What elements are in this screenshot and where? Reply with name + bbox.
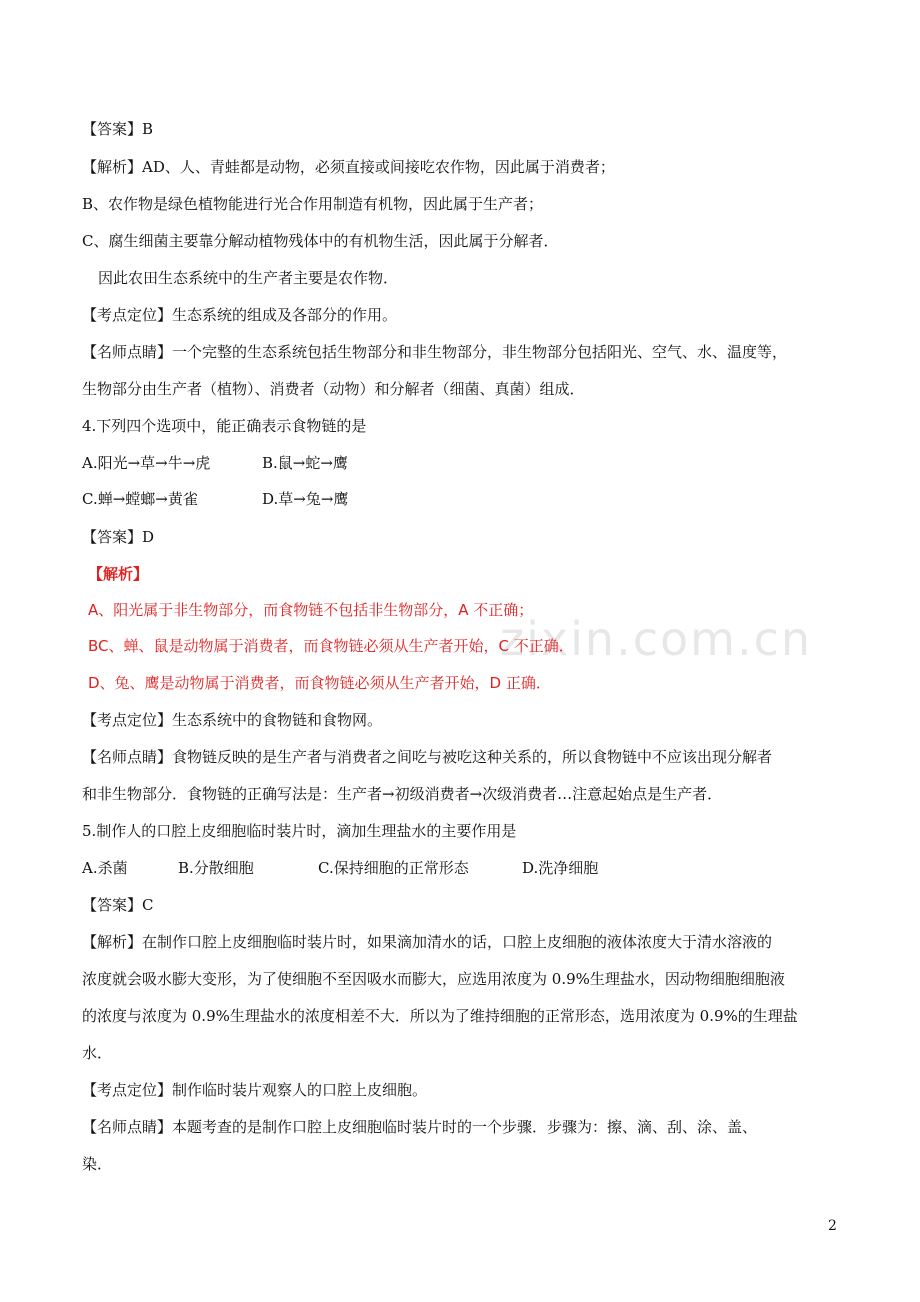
analysis-q4-line2: BC、蝉、鼠是动物属于消费者，而食物链必须从生产者开始，C 不正确． xyxy=(88,637,574,655)
knowledge-point-q5: 【考点定位】制作临时装片观察人的口腔上皮细胞。 xyxy=(82,1081,428,1099)
option-b: B.分散细胞 xyxy=(178,859,254,877)
option-b: B.鼠→蛇→鹰 xyxy=(262,454,348,472)
analysis-q5-line4: 水． xyxy=(82,1044,113,1062)
knowledge-point-q3: 【考点定位】生态系统的组成及各部分的作用。 xyxy=(82,306,398,324)
teacher-note-q4-line2: 和非生物部分．食物链的正确写法是：生产者→初级消费者→次级消费者…注意起始点是生产者． xyxy=(82,785,723,803)
answer-q4: 【答案】D xyxy=(82,528,155,546)
question-4-options-row2 xyxy=(82,489,842,509)
teacher-note-q5-line1: 【名师点睛】本题考查的是制作口腔上皮细胞临时装片时的一个步骤．步骤为：擦、滴、刮、涂、盖、 xyxy=(82,1118,758,1136)
watermark: zixin.com.cn xyxy=(500,612,813,666)
teacher-note-q3-line2: 生物部分由生产者（植物）、消费者（动物）和分解者（细菌、真菌）组成． xyxy=(82,380,585,398)
option-a: A.杀菌 xyxy=(82,859,128,877)
answer-q5: 【答案】C xyxy=(82,896,154,914)
analysis-q5-line2: 浓度就会吸水膨大变形，为了使细胞不至因吸水而膨大，应选用浓度为 0.9%生理盐水，因动物细胞细胞液 xyxy=(82,970,785,988)
option-d: D.草→兔→鹰 xyxy=(262,490,349,508)
page-number: 2 xyxy=(828,1218,837,1234)
analysis-q5-line3: 的浓度与浓度为 0.9%生理盐水的浓度相差不大．所以为了维持细胞的正常形态，选用浓度为 0.9%的生理盐 xyxy=(82,1007,798,1025)
answer-q3: 【答案】B xyxy=(82,120,154,138)
teacher-note-q4-line1: 【名师点睛】食物链反映的是生产者与消费者之间吃与被吃这种关系的，所以食物链中不应该出现分解者 xyxy=(82,748,773,766)
option-c: C.保持细胞的正常形态 xyxy=(318,859,469,877)
teacher-note-q3-line1: 【名师点睛】一个完整的生态系统包括生物部分和非生物部分，非生物部分包括阳光、空气、水、温度等， xyxy=(82,343,788,361)
teacher-note-q5-line2: 染． xyxy=(82,1155,113,1173)
question-5-options xyxy=(82,858,842,878)
analysis-q3-line1: 【解析】AD、人、青蛙都是动物，必须直接或间接吃农作物，因此属于消费者； xyxy=(82,158,615,176)
question-4-options-row1 xyxy=(82,453,842,473)
analysis-q3-line2: B、农作物是绿色植物能进行光合作用制造有机物，因此属于生产者； xyxy=(82,195,544,213)
question-4: 4.下列四个选项中，能正确表示食物链的是 xyxy=(82,417,367,435)
analysis-q4-line1: A、阳光属于非生物部分，而食物链不包括非生物部分，A 不正确； xyxy=(88,601,534,619)
analysis-q4-heading: 【解析】 xyxy=(88,565,149,583)
option-c: C.蝉→螳螂→黄雀 xyxy=(82,490,198,508)
knowledge-point-q4: 【考点定位】生态系统中的食物链和食物网。 xyxy=(82,711,383,729)
option-d: D.洗净细胞 xyxy=(522,859,599,877)
option-a: A.阳光→草→牛→虎 xyxy=(82,454,211,472)
analysis-q5-line1: 【解析】在制作口腔上皮细胞临时装片时，如果滴加清水的话，口腔上皮细胞的液体浓度大于清水溶液的 xyxy=(82,933,773,951)
analysis-q3-line3: C、腐生细菌主要靠分解动植物残体中的有机物生活，因此属于分解者． xyxy=(82,232,559,250)
analysis-q3-line4: 因此农田生态系统中的生产者主要是农作物． xyxy=(98,269,399,287)
analysis-q4-line3: D、兔、鹰是动物属于消费者，而食物链必须从生产者开始，D 正确． xyxy=(88,674,551,692)
question-5: 5.制作人的口腔上皮细胞临时装片时，滴加生理盐水的主要作用是 xyxy=(82,822,517,840)
